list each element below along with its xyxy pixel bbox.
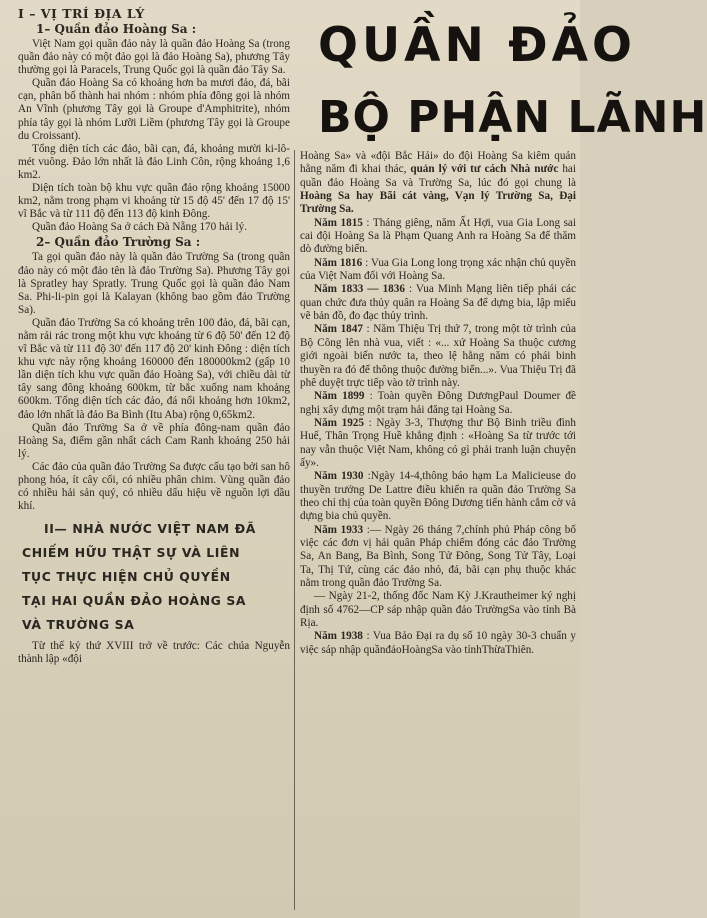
- section-heading-2-line: II— NHÀ NƯỚC VIỆT NAM ĐÃ: [44, 521, 256, 537]
- text: Hoàng Sa» và «đội Bắc Hải» do đội Hoàng Sa kiêm quản hằng năm đi khai thác,: [300, 150, 576, 176]
- entry-text: :— Ngày 26 tháng 7,chính phủ Pháp công bố việc các đơn vị hải quân Pháp chiếm đóng các đảo Trường Sa, An Bang, Ba Bình, Song Tử Đông, Song Tử Tây, Loại Ta, Thị Tứ, cùng các đảo nhỏ, đá, bãi cạn phụ thuộc khác nằm trong quần đảo Trường Sa.: [300, 523, 576, 589]
- timeline-entry: — Ngày 21-2, thống đốc Nam Kỳ J.Krautheimer ký nghị định số 4762—CP sáp nhập quần đảo TrườngSa vào tỉnh Bà Rịa.: [300, 590, 576, 630]
- headline-line-2: BỘ PHẬN LÃNH: [318, 92, 707, 143]
- headline-line-1: QUẦN ĐẢO: [318, 18, 636, 73]
- right-column: [300, 150, 576, 914]
- entry-text: :Ngày 14-4,thông báo hạm La Malicieuse do thuyền trưởng De Lattre điều khiển ra quần đảo Trường Sa theo chỉ thị của toàn quyền Đông Dương tiến hành cắm cờ và dựng bia chủ quyền.: [300, 470, 576, 523]
- emphasis: quản lý với tư cách Nhà nước: [410, 163, 559, 176]
- subheading-truong-sa: 2– Quần đảo Trường Sa :: [36, 235, 201, 250]
- column-divider: [294, 150, 295, 910]
- entry-text: : Ngày 3-3, Thượng thư Bộ Binh triều đình Huế, Thân Trọng Huề khẳng định : «Hoàng Sa từ trước tới nay vẫn thuộc Việt Nam, không có gì phải tranh luận chuyện ấy».: [300, 416, 576, 469]
- paragraph: Quần đảo Hoàng Sa có khoảng hơn ba mươi đảo, đá, bãi cạn, phân bố thành hai nhóm : nhóm phía đông gọi là nhóm An Vĩnh (phương Tây gọi là Groupe d'Amphitrite), nhóm phía tây gọi là nhóm Lưỡi Liềm (phương Tây gọi là Groupe du Croissant).: [18, 77, 290, 142]
- headline: [318, 16, 707, 148]
- timeline-entry: [300, 217, 576, 257]
- timeline-entry: [300, 323, 576, 390]
- timeline-entry: [300, 524, 576, 591]
- timeline-entry: [300, 470, 576, 523]
- paragraph: Diện tích toàn bộ khu vực quần đảo rộng khoảng 15000 km2, nằm trong phạm vi khoảng từ 15 độ 45' đến 17 độ 15' vĩ Bắc và từ 111 độ đến 113 độ kinh Đông.: [18, 182, 290, 221]
- timeline-entry: [300, 417, 576, 470]
- year-label: Năm 1925: [314, 416, 364, 429]
- paragraph: Ta gọi quần đảo này là quần đảo Trường Sa (trong quần đảo này có một đảo tên là đảo Trường Sa). Phương Tây gọi là Spratley hay Spratly. Trung Quốc gọi là quần đảo Nam Sa. Phi-li-pin gọi là Kalayan (không bao gồm đảo Trường Sa).: [18, 251, 290, 316]
- year-label: Năm 1938: [314, 630, 363, 643]
- paragraph: Quần đảo Hoàng Sa ở cách Đà Nẵng 170 hải lý.: [32, 221, 247, 234]
- section-heading-2-line: VÀ TRƯỜNG SA: [22, 617, 135, 633]
- entry-text: : Vua Bảo Đại ra dụ số 10 ngày 30-3 chuẩn y việc sáp nhập quầnđảoHoàngSa vào tỉnhThừaThiên.: [300, 630, 576, 656]
- paragraph: Việt Nam gọi quần đảo này là quần đảo Hoàng Sa (trong quần đảo này có một đảo gọi là đảo Hoàng Sa), phương Tây thường gọi là Paracels, Trung Quốc gọi là quần đảo Tây Sa.: [18, 38, 290, 77]
- section-heading-1: I – VỊ TRÍ ĐỊA LÝ: [18, 6, 145, 21]
- section-heading-2-line: TỤC THỰC HIỆN CHỦ QUYỀN: [22, 569, 231, 585]
- timeline-entry: [300, 283, 576, 323]
- subheading-hoang-sa: 1– Quần đảo Hoàng Sa :: [36, 22, 197, 36]
- year-label: Năm 1899: [314, 390, 365, 403]
- text: hai quần đảo Hoàng Sa và Trường Sa, lúc đó gọi chung là: [300, 163, 577, 189]
- year-label: Năm 1933: [314, 523, 364, 536]
- entry-text: : Vua Minh Mạng liên tiếp phái các quan chức đưa thủy quân ra Hoàng Sa để dựng bia, lập miếu vẽ bản đồ, đo đạc thủy trình.: [300, 283, 576, 323]
- year-label: Năm 1847: [314, 323, 363, 336]
- timeline-entry: [300, 390, 576, 417]
- entry-text: : Toàn quyền Đông DươngPaul Doumer đề nghị xây dựng một trạm hải đăng tại Hoàng Sa.: [300, 390, 577, 416]
- paragraph: [300, 150, 576, 217]
- entry-text: : Tháng giêng, năm Ất Hợi, vua Gia Long sai cai đội Hoàng Sa là Phạm Quang Anh ra Hoàng Sa để thăm dò đường biển.: [300, 216, 576, 256]
- year-label: Năm 1816: [314, 256, 363, 269]
- section-heading-2-line: CHIẾM HỮU THẬT SỰ VÀ LIÊN: [22, 545, 241, 561]
- section-heading-2: [18, 517, 290, 637]
- section-heading-2-line: TẠI HAI QUẦN ĐẢO HOÀNG SA: [22, 593, 247, 609]
- paragraph: Quần đảo Trường Sa có khoảng trên 100 đảo, đá, bãi cạn, nằm rải rác trong một khu vực khoảng từ 6 độ 50' đến 12 độ vĩ Bắc và từ 111 độ 30' đến 117 độ 20' kinh Đông : diện tích khu vực này rộng khoảng 160000 đến 180000km2 (gấp 10 lần diện tích khu vực quần đảo Hoàng Sa), với chiều dài từ tây sang đông khoảng 600km, từ bắc xuống nam khoảng 600km. Tổng diện tích các đảo, đá nổi khoảng hơn 10km2, đảo lớn nhất là đảo Ba Bình (Itu Aba) rộng 0,65km2.: [18, 316, 290, 421]
- left-column: [18, 6, 290, 912]
- entry-text: : Năm Thiệu Trị thứ 7, trong một tờ trình của Bộ Công lên nhà vua, viết : «... xứ Hoàng Sa thuộc cương giới ngoài biển nước ta, theo lệ hằng năm có phái binh thuyền ra đó để thông thuộc đường biển...». Vua Thiệu Trị đã phê duyệt trực tiếp vào tờ trình này.: [300, 323, 576, 389]
- timeline-entry: [300, 257, 576, 284]
- emphasis: Hoàng Sa hay Bãi cát vàng, Vạn lý Trường Sa, Đại Trường Sa.: [300, 190, 576, 216]
- paragraph: Từ thế kỷ thứ XVIII trở về trước: Các chúa Nguyễn thành lập «đội: [18, 640, 290, 666]
- paragraph: Các đảo của quần đảo Trường Sa được cấu tạo bởi san hô phong hóa, ít cây cối, có nhiều phân chim. Vùng quần đảo có nhiều hải sản quý, có nhiều dấu hiệu về nguồn lợi dầu khí.: [18, 460, 290, 513]
- year-label: Năm 1930: [314, 470, 364, 483]
- entry-text: : Vua Gia Long long trọng xác nhận chủ quyền của Việt Nam đối với Hoàng Sa.: [300, 256, 576, 283]
- year-label: Năm 1833 — 1836: [314, 283, 405, 296]
- paragraph: Tổng diện tích các đảo, bãi cạn, đá, khoảng mười ki-lô-mét vuông. Đảo lớn nhất là đảo Linh Côn, rộng khoảng 1,6 km2.: [18, 142, 290, 181]
- paragraph: Quần đảo Trường Sa ở về phía đông-nam quần đảo Hoàng Sa, điểm gần nhất cách Cam Ranh khoảng 250 hải lý.: [18, 421, 290, 460]
- year-label: Năm 1815: [314, 216, 363, 229]
- timeline-entry: [300, 630, 576, 657]
